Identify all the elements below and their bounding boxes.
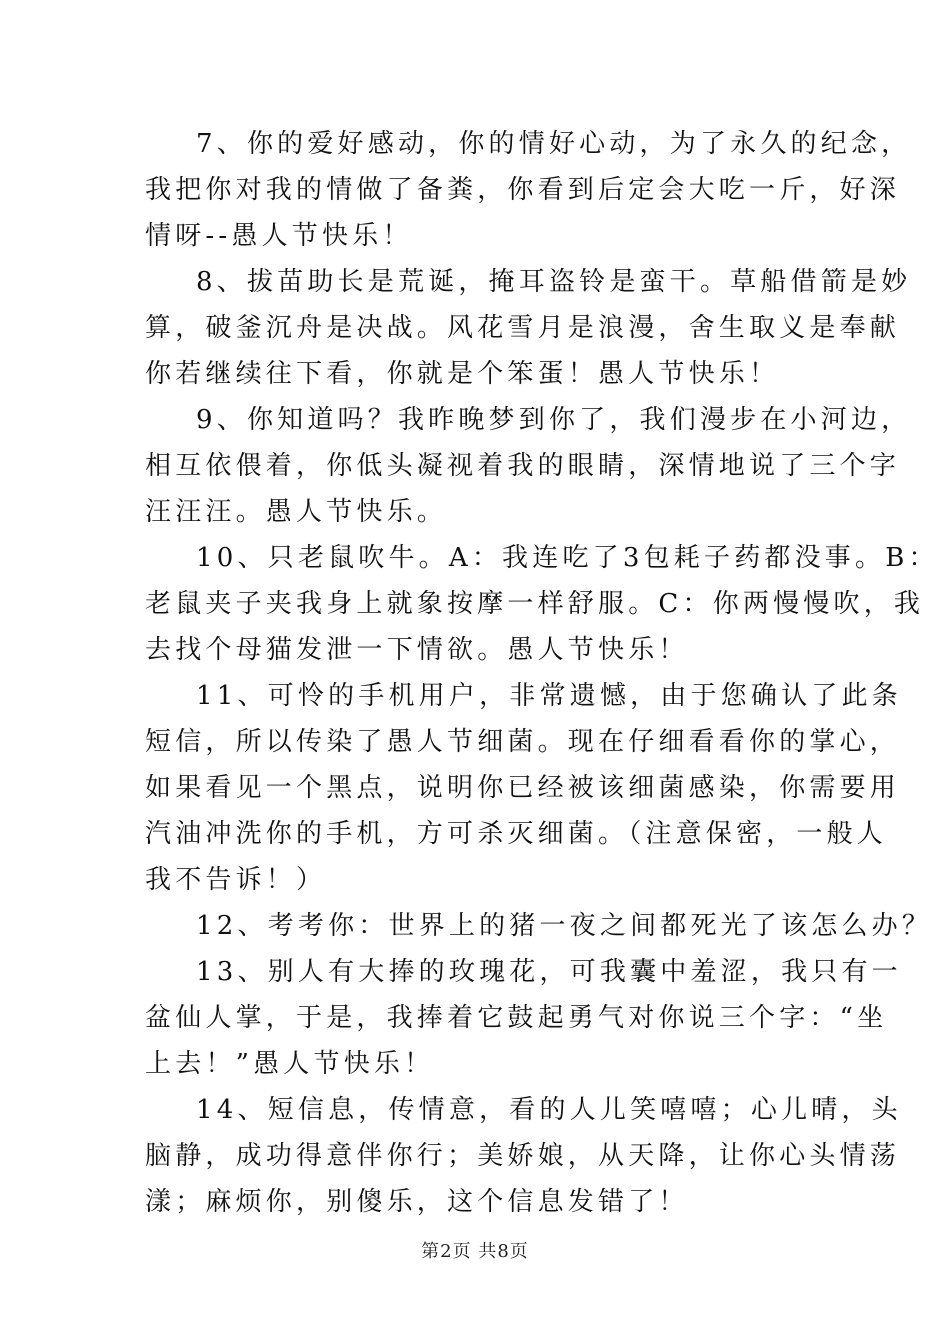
text-line: 情呀--愚人节快乐！	[145, 221, 413, 251]
text-line: 脑静，成功得意伴你行；美娇娘，从天降，让你心头情荡	[145, 1141, 901, 1171]
text-line: 上去！”愚人节快乐！	[145, 1049, 435, 1079]
text-line: 如果看见一个黑点，说明你已经被该细菌感染，你需要用	[145, 773, 901, 803]
text-line: 我把你对我的情做了备粪，你看到后定会大吃一斤，好深	[145, 175, 901, 205]
text-line: 去找个母猫发泄一下情欲。愚人节快乐！	[145, 635, 689, 665]
text-line: 老鼠夹子夹我身上就象按摩一样舒服。C：你两慢慢吹，我	[145, 589, 925, 619]
text-line: 短信，所以传染了愚人节细菌。现在仔细看看你的掌心，	[145, 727, 901, 757]
text-line: 13、别人有大捧的玫瑰花，可我囊中羞涩，我只有一	[196, 957, 902, 987]
text-line: 你若继续往下看，你就是个笨蛋！愚人节快乐！	[145, 359, 780, 389]
text-line: 11、可怜的手机用户，非常遗憾，由于您确认了此条	[196, 681, 902, 711]
text-line: 9、你知道吗？我昨晚梦到你了，我们漫步在小河边，	[196, 405, 912, 435]
text-line: 7、你的爱好感动，你的情好心动，为了永久的纪念，	[196, 129, 912, 159]
page-number-footer: 第2页 共8页	[421, 1241, 529, 1262]
text-line: 相互依偎着，你低头凝视着我的眼睛，深情地说了三个字	[145, 451, 901, 481]
text-line: 14、短信息，传情意，看的人儿笑嘻嘻；心儿晴，头	[196, 1095, 902, 1125]
text-line: 汪汪汪。愚人节快乐。	[145, 497, 448, 527]
text-line: 8、拔苗助长是荒诞，掩耳盗铃是蛮干。草船借箭是妙	[196, 267, 912, 297]
text-line: 汽油冲洗你的手机，方可杀灭细菌。（注意保密，一般人	[145, 819, 888, 849]
text-line: 我不告诉！）	[145, 865, 327, 895]
text-line: 算，破釜沉舟是决战。风花雪月是浪漫，舍生取义是奉献	[145, 313, 901, 343]
text-line: 10、只老鼠吹牛。A：我连吃了3包耗子药都没事。B：	[196, 543, 939, 573]
text-line: 12、考考你：世界上的猪一夜之间都死光了该怎么办？	[196, 911, 933, 941]
text-line: 盆仙人掌，于是，我捧着它鼓起勇气对你说三个字：“坐	[145, 1003, 888, 1033]
text-line: 漾；麻烦你，别傻乐，这个信息发错了！	[145, 1187, 689, 1217]
